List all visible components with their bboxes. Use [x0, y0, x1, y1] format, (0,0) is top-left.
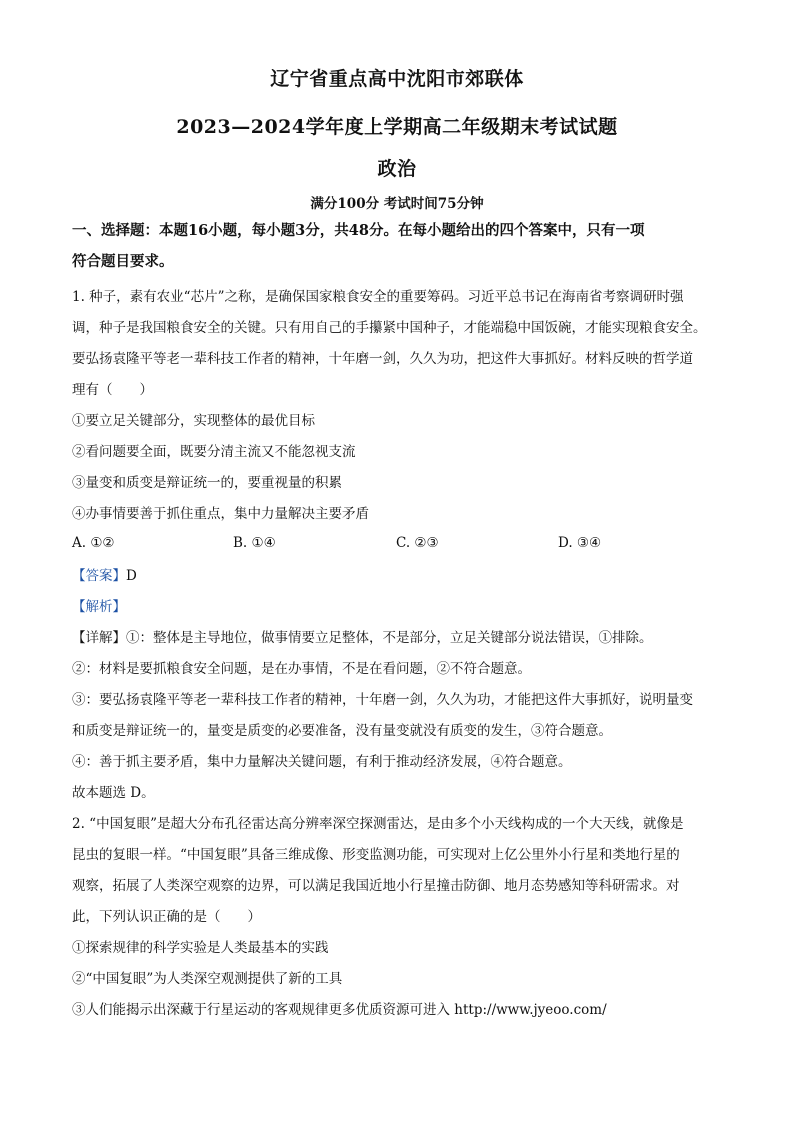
q1-stem-line1: 1. 种子，素有农业“芯片”之称，是确保国家粮食安全的重要筹码。习近平总书记在海南省考察调研时强 [72, 289, 684, 305]
q2-stem-line1: 2. “中国复眼”是超大分布孔径雷达高分辨率深空探测雷达，是由多个小天线构成的一个大天线，就像是 [72, 816, 684, 832]
q1-options [72, 535, 732, 555]
document-title-school: 辽宁省重点高中沈阳市郊联体 [270, 68, 524, 90]
q2-statement-3: ③人们能揭示出深藏于行星运动的客观规律更多优质资源可进入 [72, 1002, 450, 1018]
q1-option-a: A. ①② [72, 535, 115, 551]
q1-statement-2: ②看问题要全面，既要分清主流又不能忽视支流 [72, 444, 356, 460]
analysis-tag: 【解析】 [72, 599, 126, 615]
q1-option-b: B. ①④ [233, 535, 276, 551]
answer-value: D [126, 568, 137, 584]
detail-text-1: ①：整体是主导地位，做事情要立足整体，不是部分，立足关键部分说法错误，①排除。 [126, 630, 653, 646]
q1-detail-line2: ②：材料是要抓粮食安全问题，是在办事情，不是在看问题，②不符合题意。 [72, 661, 531, 677]
q2-statement-3-line [72, 1000, 732, 1020]
q1-statement-4: ④办事情要善于抓住重点，集中力量解决主要矛盾 [72, 506, 369, 522]
document-title-exam: 2023—2024学年度上学期高二年级期末考试试题 [176, 116, 618, 138]
q1-statement-1: ①要立足关键部分，实现整体的最优目标 [72, 413, 315, 429]
q1-analysis-line [72, 597, 732, 617]
q1-detail-line1 [72, 628, 732, 648]
section-heading-line1: 一、选择题：本题16小题，每小题3分，共48分。在每小题给出的四个答案中，只有一项 [72, 222, 645, 239]
q1-stem-line3: 要弘扬袁隆平等老一辈科技工作者的精神，十年磨一剑，久久为功，把这件大事抓好。材料反映的哲学道 [72, 351, 693, 367]
q1-option-d: D. ③④ [558, 535, 602, 551]
q2-stem-line2: 昆虫的复眼一样。“中国复眼”具备三维成像、形变监测功能，可实现对上亿公里外小行星和类地行星的 [72, 847, 680, 863]
q1-answer-line [72, 566, 732, 586]
q1-detail-line5: ④：善于抓主要矛盾，集中力量解决关键问题，有利于推动经济发展，④符合题意。 [72, 754, 572, 770]
q2-statement-1: ①探索规律的科学实验是人类最基本的实践 [72, 940, 329, 956]
q1-stem-line2: 调，种子是我国粮食安全的关键。只有用自己的手攥紧中国种子，才能端稳中国饭碗，才能实现粮食安全。 [72, 320, 707, 336]
resource-link[interactable]: http://www.jyeoo.com/ [454, 1002, 607, 1018]
q1-stem-line4: 理有（ ） [72, 382, 153, 398]
q2-stem-line4: 此，下列认识正确的是（ ） [72, 909, 261, 925]
document-subject: 政治 [377, 158, 417, 180]
answer-tag: 【答案】 [72, 568, 126, 584]
q1-detail-line3: ③：要弘扬袁隆平等老一辈科技工作者的精神，十年磨一剑，久久为功，才能把这件大事抓好，说明量变 [72, 692, 693, 708]
q1-option-c: C. ②③ [396, 535, 439, 551]
detail-tag: 【详解】 [72, 630, 126, 646]
q1-statement-3: ③量变和质变是辩证统一的，要重视量的积累 [72, 475, 342, 491]
q1-detail-line4: 和质变是辩证统一的，量变是质变的必要准备，没有量变就没有质变的发生，③符合题意。 [72, 723, 612, 739]
q2-stem-line3: 观察，拓展了人类深空观察的边界，可以满足我国近地小行星撞击防御、地月态势感知等科研需求。对 [72, 878, 680, 894]
q1-conclusion: 故本题选 D。 [72, 785, 155, 801]
score-info: 满分100分 考试时间75分钟 [310, 196, 484, 212]
section-heading-line2: 符合题目要求。 [72, 253, 174, 270]
q2-statement-2: ②“中国复眼”为人类深空观测提供了新的工具 [72, 971, 343, 987]
